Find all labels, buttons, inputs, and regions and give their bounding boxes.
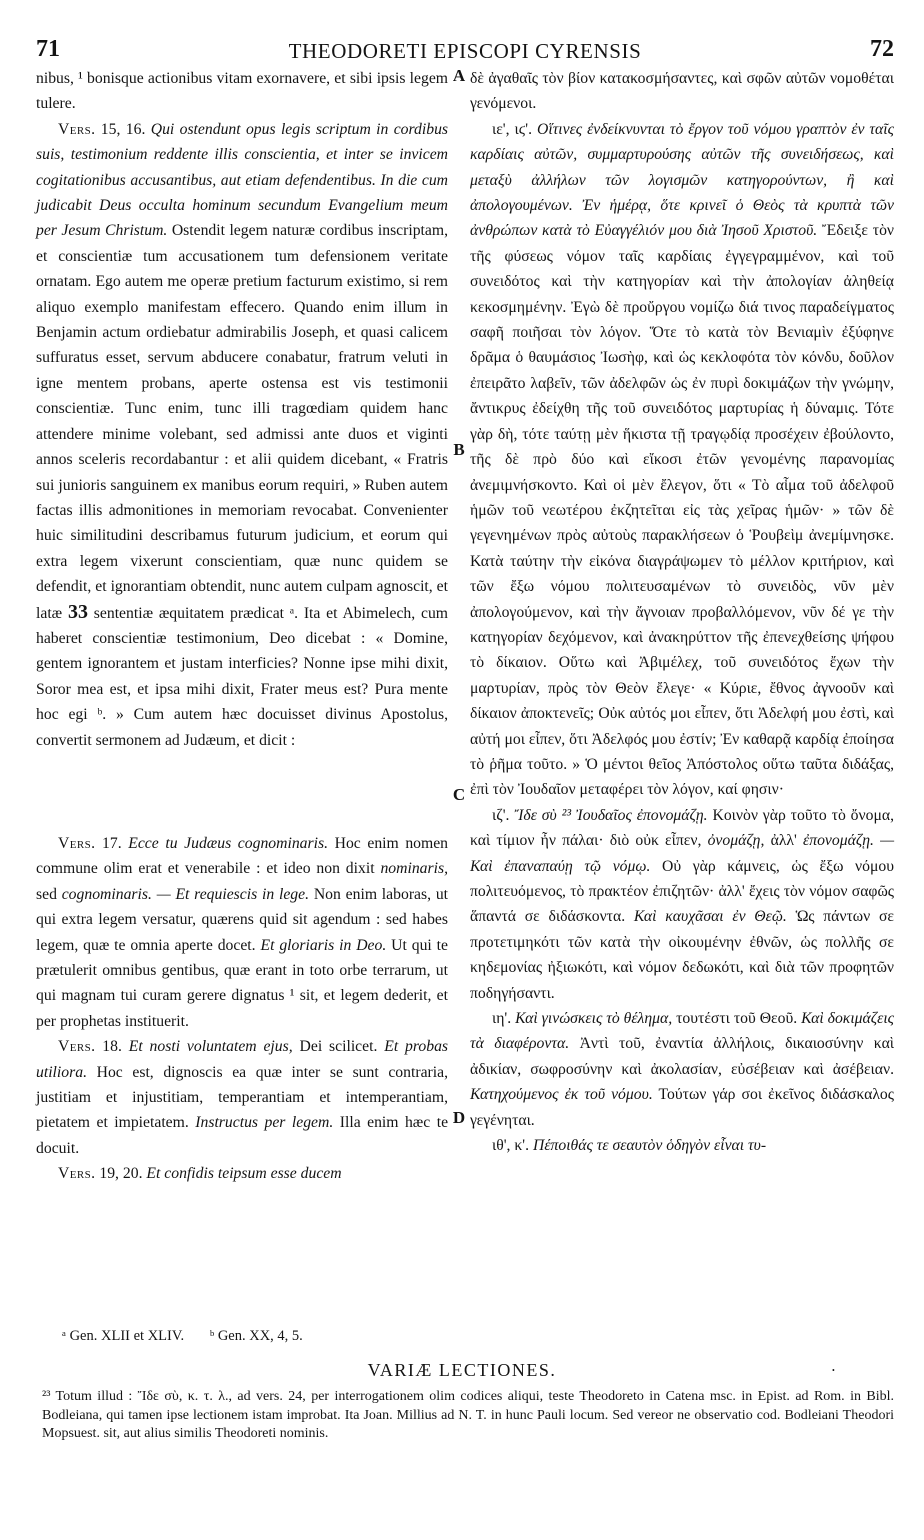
scripture-quote: Ἴδε σὺ ²³ Ἰουδαῖος ἐπονομάζῃ. [514, 806, 708, 824]
footnote-a: ᵃ Gen. XLII et XLIV. [62, 1328, 185, 1344]
latin-paragraph [36, 1034, 448, 1161]
latin-text: Non enim laboras, ut qui extra legem versatur, quærens quid sit agendum : sed habes legem, quæ te omnia aperte docet. [36, 885, 449, 954]
margin-marker-a: A [452, 66, 466, 85]
greek-paragraph [470, 1133, 894, 1158]
latin-text: sed [36, 885, 57, 903]
scripture-quote: ὀνομάζῃ, [707, 832, 765, 850]
latin-paragraph [36, 117, 448, 753]
variae-lectiones-text: ²³ Totum illud : Ἴδε σὺ, κ. τ. λ., ad vers. 24, per interrogationem olim codices aliqui, teste Theodoreto in Catena msc. in Epist. ad Rom. in Bibl. Bodleiana, qui tamen ipse lectionem istam improbat. Ita Joan. Millius ad N. T. in hunc Pauli locum. Sed vereor ne observatio cod. Bodleiani Theodori Mopsuest. sit, aut alius similis Theodoreti nominis. [42, 1389, 894, 1441]
running-header [36, 36, 894, 66]
latin-text: Ut qui te prætulerit omnibus gentibus, quæ erant in toto orbe terrarum, ut qui magnam tui curam gerere dignatus ¹ sit, et legem dederit, et per prophetas instituerit. [36, 936, 449, 1030]
greek-paragraph [470, 803, 894, 1006]
greek-paragraph [470, 1006, 894, 1133]
scripture-quote: Et probas utiliora. [36, 1038, 449, 1081]
verse-ref: 15, 16. [100, 120, 146, 138]
margin-marker-d: D [452, 1108, 466, 1127]
scripture-quote: Instructus per legem. [195, 1114, 334, 1132]
scripture-quote: Et nosti voluntatem ejus, [128, 1038, 293, 1056]
scripture-quote: Καὶ καυχᾶσαι ἐν Θεῷ. [633, 908, 787, 926]
right-column-number: 72 [870, 36, 894, 62]
column-gap [36, 753, 448, 831]
verse-ref: 18. [102, 1038, 122, 1056]
latin-text: Hoc est, dignoscis ea quæ inter se sunt contraria, justitiam et injustitiam, temperantiam et intemperantiam, pietatem et impietatem. [36, 1063, 448, 1132]
variae-lectiones-heading: VARIÆ LECTIONES. [367, 1360, 557, 1380]
scripture-quote: Καὶ δοκιμάζεις τὰ διαφέροντα. [470, 1010, 895, 1053]
verse-ref: 17. [102, 834, 122, 852]
greek-text: Οὐ γὰρ κάμνεις, ὡς ἔξω νόμου πολιτευόμενος, τὸ πρακτέον ἐπιζητῶν· ἀλλ' ἔχεις τὸν νόμον σαφῶς ἅπαντά σε διδάσκοντα. [470, 857, 894, 926]
greek-paragraph [470, 117, 894, 803]
stray-mark: • [832, 1366, 835, 1375]
greek-text: Ἀντὶ τοῦ, ἐναντία ἀλλήλοις, δικαιοσύνην καὶ ἀδικίαν, σωφροσύνην καὶ ἀκολασίαν, εὐσέβειαν καὶ ἀσέβειαν. [470, 1035, 895, 1078]
scripture-quote: Οἵτινες ἐνδείκνυνται τὸ ἔργον τοῦ νόμου γραπτὸν ἐν ταῖς καρδίαις αὐτῶν, συμμαρτυρούσης αὐτῶν τῆς συνειδήσεως, καὶ μεταξὺ ἀλλήλων τῶν λογισμῶν κατηγορούντων, ἢ καὶ ἀπολογουμένων. Ἐν ἡμέρᾳ, ὅτε κρινεῖ ὁ Θεὸς τὰ κρυπτὰ τῶν ἀνθρώπων κατὰ τὸ Εὐαγγέλιόν μου διὰ Ἰησοῦ Χριστοῦ. [470, 120, 894, 240]
greek-text: τουτέστι τοῦ Θεοῦ. [676, 1010, 798, 1028]
verse-ref: 19, 20. [99, 1165, 143, 1183]
margin-marker-c: C [452, 785, 466, 804]
scripture-quote: Κατηχούμενος ἐκ τοῦ νόμου. [470, 1086, 653, 1104]
greek-column [470, 66, 894, 1158]
latin-text: Ostendit legem naturæ cordibus inscriptam, et conscientiæ tum accusationem tum defensionem veritate ornatam. Ego autem me operæ pretium facturum existimo, si rem aliquo exemplo manifestam effecero. Quando enim illum in Benjamin actum ordiebatur admirabilis Joseph, et quasi calicem suffuratus esset, servum abducere conabatur, fratrum veluti in igne mentem probans, aperte ostensa est vis testimonii conscientiæ. Tunc enim, tunc illi tragœdiam quidem hanc attendere minime volebant, sed admissi ante duos et viginti annos sceleris recordabantur : et alii quidem dicebant, « Fratris sui junioris sanguinem ex manibus eorum requiri, » Ruben autem factas illis admonitiones in memoriam revocabat. Convenienter huic similitudini describamus futurum judicium, et eorum qui extra legem vixerunt conscientiam, quæ nunc quidem se defendit, et ignorantiam obtendit, nunc autem culpam agnoscit, et latæ [36, 222, 449, 622]
footnote-b: ᵇ Gen. XX, 4, 5. [209, 1328, 303, 1344]
verse-label: Vers. [58, 834, 96, 852]
scripture-quote: Et gloriaris in Deo. [260, 936, 387, 954]
greek-text: Κοινὸν γὰρ τοῦτο τὸ ὄνομα, καὶ τίμιον ἦν πάλαι· διὸ οὐκ εἶπεν, [470, 806, 895, 850]
footnotes [62, 1326, 892, 1346]
latin-text: sententiæ æquitatem prædicat ᵃ. Ita et Abimelech, cum haberet conscientiæ testimonium, Deo dicebat : « Domine, gentem ignorantem et justam interficies? Nonne ipse mihi dixit, Soror mea est, et ipsa mihi dixit, Frater meus est? Pura mente hoc egi ᵇ. » Cum autem hæc docuisset divinus Apostolus, convertit sermonem ad Judæum, et dicit : [36, 604, 449, 749]
verse-ref: ιζ'. [492, 806, 510, 824]
latin-text: Hoc enim nomen commune olim erat et venerabile : et ideo non dixit [36, 834, 449, 878]
latin-paragraph [36, 831, 448, 1034]
column-number: 33 [67, 600, 88, 623]
verse-label: Vers. [58, 1165, 96, 1183]
scripture-quote: Πέποιθάς τε σεαυτὸν ὁδηγὸν εἶναι τυ- [532, 1137, 767, 1155]
left-column-number: 71 [36, 36, 60, 62]
latin-text: nibus, ¹ bonisque actionibus vitam exornavere, et sibi ipsis legem tulere. [36, 70, 448, 113]
scripture-quote: nominaris, [380, 860, 449, 878]
latin-paragraph [36, 1161, 448, 1186]
verse-ref: ιη'. [492, 1010, 512, 1028]
margin-marker-b: B [453, 440, 465, 459]
scripture-quote: Καὶ γινώσκεις τὸ θέλημα, [515, 1010, 673, 1028]
scripture-quote: ἐπονομάζῃ. — Καὶ ἐπαναπαύῃ τῷ νόμῳ. [470, 832, 895, 875]
scripture-quote: Et confidis teipsum esse ducem [146, 1165, 342, 1183]
latin-column [36, 66, 448, 1187]
greek-text: Ὡς πάντων σε προτετιμηκότι τῶν κατὰ τὴν οἰκουμένην ἐθνῶν, ὡς πολλῆς σε κηδεμονίας ἠξιωκότι, καὶ νόμον δεδωκότι, καὶ διὰ τῶν προφητῶν ποδηγήσαντι. [470, 908, 895, 1002]
scripture-quote: Qui ostendunt opus legis scriptum in cordibus suis, testimonium reddente illis conscientia, et inter se invicem cogitationibus accusantibus, aut etiam defendentibus. In die cum judicabit Deus occulta hominum secundum Evangelium meum per Jesum Christum. [36, 120, 449, 240]
greek-text: Ἔδειξε τὸν τῆς φύσεως νόμον ταῖς καρδίαις ἐγγεγραμμένον, καὶ τοῦ συνειδότος καὶ τὴν κατηγορίαν καὶ τὴν ἀπολογίαν ἀληθείᾳ κεκοσμημένην. Ἐγὼ δὲ προὔργου νομίζω διά τινος παραδείγματος σαφῆ ποιῆσαι τὸν λόγον. Ὅτε τὸ κατὰ τὸν Βενιαμὶν ἐξύφηνε δρᾶμα ὁ θαυμάσιος Ἰωσὴφ, καὶ ὡς κεκλοφότα τὸν κόνδυ, δοῦλον ἐπειρᾶτο λαβεῖν, τῶν ἀδελφῶν ὡς ἐν πυρὶ δοκιμάζων τὴν γνώμην, ἄντικρυς ἐδείχθη τῆς τοῦ συνειδότος μαρτυρίας ἡ δύναμις. Τότε γὰρ δὴ, τότε ταύτῃ μὲν ἥκιστα τῇ τραγῳδίᾳ προσέχειν ἐβούλοντο, τῆς δὲ πρὸ δύο καὶ εἴκοσι ἐτῶν γενομένης παρανομίας ἀνεμιμνήσκοντο. Καὶ οἱ μὲν ἔλεγον, ὅτι « Τὸ αἷμα τοῦ ἀδελφοῦ ἡμῶν τοῦ νεωτέρου ἐκζητεῖται εἰς τὰς χεῖρας ἡμῶν· » τῶν δὲ γεγενημένων πρὸς αὐτοὺς παρακλήσεων ὁ Ῥουβεὶμ ἀνεμίμνησκε. Κατὰ ταύτην τὴν εἰκόνα διαγράψωμεν τὸ μέλλον κριτήριον, καὶ τῶν ἔξω νόμου πολιτευσαμένων τὸ συνειδὸς, νῦν μὲν ἀπολογούμενον, καὶ τὴν ἄγνοιαν προβαλλόμενον, νῦν δέ γε τὴν κατηγορίαν δεχόμενον, καὶ ἀνακηρύττον τῆς ἐπενεχθείσης ψήφου τὸ δίκαιον. Οὕτω καὶ Ἀβιμέλεχ, τοῦ συνειδότος ἔχων τὴν μαρτυρίαν, πρὸς τὸν Θεὸν ἔλεγε· « Κύριε, ἔθνος ἀγνοοῦν καὶ δίκαιον ἀποκτενεῖς; Οὐκ αὐτός μοι εἶπεν, ὅτι Ἀδελφή μου ἐστὶ, καὶ αὐτή μοι εἶπεν, ὅτι Ἀδελφός μου ἐστίν; Ἐν καθαρᾷ καρδίᾳ ἐποίησα τὸ ῥῆμα τοῦτο. » Ὁ μέντοι θεῖος Ἀπόστολος οὕτω ταῦτα διδάξας, ἐπὶ τὸν Ἰουδαῖον μεταφέρει τὸν λόγον, καί φησιν· [470, 222, 895, 799]
scripture-quote: cognominaris. — Et requiescis in lege. [61, 885, 310, 903]
latin-text: Illa enim hæc te docuit. [36, 1114, 449, 1157]
verse-label: Vers. [58, 1038, 96, 1056]
greek-paragraph [470, 66, 894, 117]
greek-text: ἀλλ' [770, 832, 797, 850]
verse-ref: ιθ', κ'. [492, 1137, 530, 1155]
scripture-quote: Ecce tu Judæus cognominaris. [128, 834, 329, 852]
greek-text: δὲ ἀγαθαῖς τὸν βίον κατακοσμήσαντες, καὶ σφῶν αὐτῶν νομοθέται γενόμενοι. [470, 70, 894, 113]
greek-text: Τούτων γάρ σοι ἐκεῖνος διδάσκαλος γεγένηται. [470, 1086, 894, 1129]
latin-paragraph [36, 66, 448, 117]
verse-ref: ιε', ιϛ'. [492, 120, 533, 138]
running-title: THEODORETI EPISCOPI CYRENSIS [288, 39, 642, 63]
latin-text: Dei scilicet. [299, 1038, 378, 1056]
verse-label: Vers. [58, 120, 96, 138]
